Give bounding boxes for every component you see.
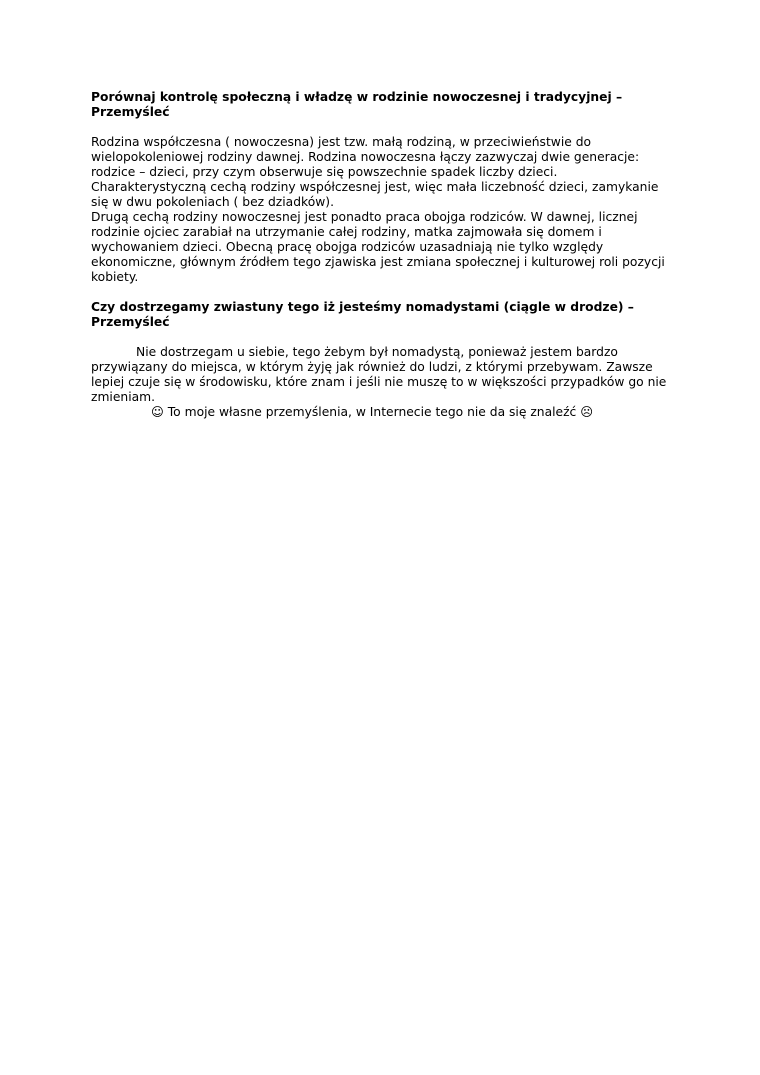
closing-line bbox=[91, 405, 671, 420]
spacer bbox=[91, 330, 671, 345]
document-page bbox=[91, 90, 671, 420]
frown-icon: ☹ bbox=[580, 405, 594, 419]
smile-icon: ☺ bbox=[151, 405, 164, 419]
section1-paragraph-1: Rodzina współczesna ( nowoczesna) jest tzw. małą rodziną, w przeciwieństwie do wielopokoleniowej rodziny dawnej. Rodzina nowoczesna łączy zazwyczaj dwie generacje: rodzice – dzieci, przy czym obserwuje się powszechnie spadek liczby dzieci. Charakterystyczną cechą rodziny współczesnej jest, więc mała liczebność dzieci, zamykanie się w dwu pokoleniach ( bez dziadków). bbox=[91, 135, 659, 209]
section2-paragraph: Nie dostrzegam u siebie, tego żebym był nomadystą, ponieważ jestem bardzo przywiązany do miejsca, w którym żyję jak również do ludzi, z którymi przebywam. Zawsze lepiej czuje się w środowisku, które znam i jeśli nie muszę to w większości przypadków go nie zmieniam. bbox=[91, 345, 667, 404]
spacer bbox=[91, 285, 671, 300]
section1-paragraph-2: Drugą cechą rodziny nowoczesnej jest ponadto praca obojga rodziców. W dawnej, licznej rodzinie ojciec zarabiał na utrzymanie całej rodziny, matka zajmowała się domem i wychowaniem dzieci. Obecną pracę obojga rodziców uzasadniają nie tylko względy ekonomiczne, głównym źródłem tego zjawiska jest zmiana społecznej i kulturowej roli pozycji kobiety. bbox=[91, 210, 665, 284]
section1-heading: Porównaj kontrolę społeczną i władzę w rodzinie nowoczesnej i tradycyjnej – Przemyśleć bbox=[91, 90, 623, 119]
section2-heading: Czy dostrzegamy zwiastuny tego iż jesteśmy nomadystami (ciągle w drodze) – Przemyśleć bbox=[91, 300, 634, 329]
closing-text: To moje własne przemyślenia, w Internecie tego nie da się znaleźć bbox=[163, 405, 581, 419]
spacer bbox=[91, 120, 671, 135]
